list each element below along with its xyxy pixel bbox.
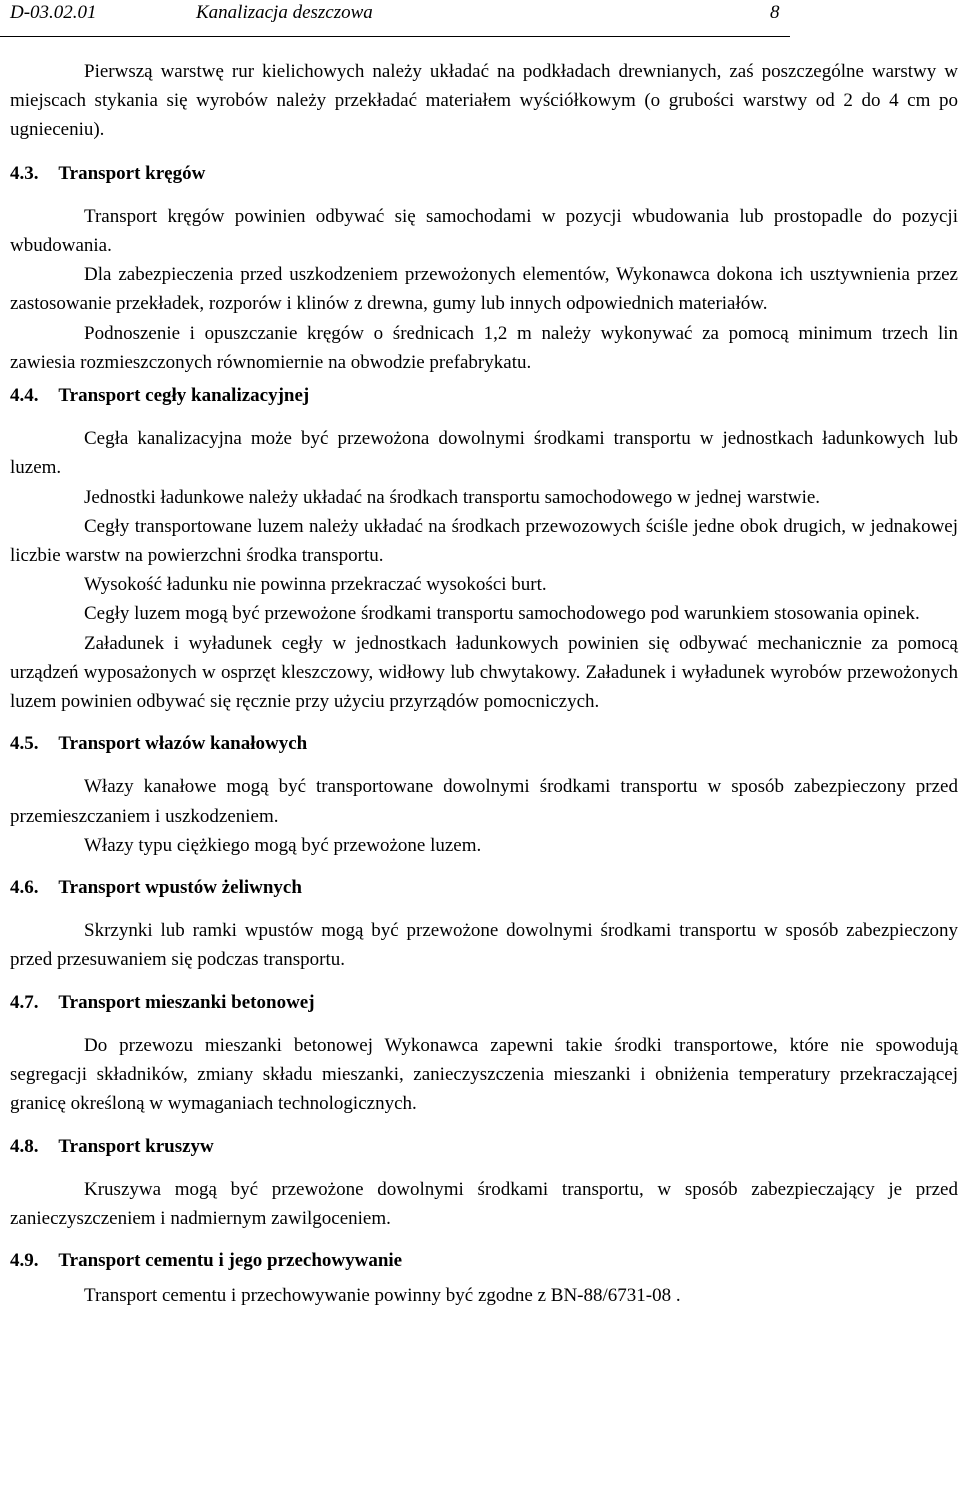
paragraph: Kruszywa mogą być przewożone dowolnymi środkami transportu, w sposób zabezpieczający je przed zanieczyszczeniem i nadmiernym zawilgoceniem. xyxy=(10,1178,958,1229)
document-body xyxy=(10,57,958,1311)
paragraph: Transport kręgów powinien odbywać się samochodami w pozycji wbudowania lub prostopadle do pozycji wbudowania. xyxy=(10,205,958,257)
paragraph: Włazy kanałowe mogą być transportowane dowolnymi środkami transportu w sposób zabezpieczony przed przemieszczaniem i uszkodzeniem. xyxy=(10,776,958,827)
section-number: 4.3. xyxy=(10,162,39,184)
section-title: Transport mieszanki betonowej xyxy=(58,991,315,1013)
paragraph: Załadunek i wyładunek cegły w jednostkach ładunkowych powinien się odbywać mechanicznie za pomocą urządzeń wyposażonych w osprzęt kleszczowy, widłowy lub chwytakowy. Załadunek i wyładunek wyrobów przewożonych luzem powinien odbywać się ręcznie przy użyciu przyrządów pomocniczych. xyxy=(10,632,958,713)
section-heading-4-3 xyxy=(10,159,958,188)
paragraph: Cegła kanalizacyjna może być przewożona dowolnymi środkami transportu w jednostkach ładunkowych lub luzem. xyxy=(10,428,958,479)
document-code: D-03.02.01 xyxy=(10,2,97,23)
section-heading-4-9 xyxy=(10,1246,958,1275)
section-title: Transport cementu i jego przechowywanie xyxy=(58,1250,403,1272)
section-title: Transport kręgów xyxy=(58,162,206,184)
page-number: 8 xyxy=(770,2,780,23)
paragraph: Skrzynki lub ramki wpustów mogą być przewożone dowolnymi środkami transportu w sposób zabezpieczony przed przesuwaniem się podczas transportu. xyxy=(10,920,958,971)
section-number: 4.6. xyxy=(10,877,39,899)
paragraph: Jednostki ładunkowe należy układać na środkach transportu samochodowego w jednej warstwie. xyxy=(84,486,821,508)
page-header xyxy=(0,0,790,37)
paragraph: Dla zabezpieczenia przed uszkodzeniem przewożonych elementów, Wykonawca dokona ich usztywnienia przez zastosowanie przekładek, rozporów i klinów z drewna, gumy lub innych odpowiednich materiałów. xyxy=(10,264,958,315)
paragraph: Podnoszenie i opuszczanie kręgów o średnicach 1,2 m należy wykonywać za pomocą minimum trzech lin zawiesia rozmieszczonych równomiernie na obwodzie prefabrykatu. xyxy=(10,322,958,373)
document-title: Kanalizacja deszczowa xyxy=(196,2,373,23)
paragraph: Włazy typu ciężkiego mogą być przewożone luzem. xyxy=(84,834,482,856)
section-heading-4-4 xyxy=(10,381,958,410)
intro-paragraph: Pierwszą warstwę rur kielichowych należy układać na podkładach drewnianych, zaś poszczególne warstwy w miejscach stykania się wyrobów należy przekładać materiałem wyściółkowym (o grubości warstwy od 2 do 4 cm po ugnieceniu). xyxy=(10,61,958,141)
section-number: 4.9. xyxy=(10,1250,39,1272)
section-heading-4-8 xyxy=(10,1132,958,1161)
section-number: 4.7. xyxy=(10,991,39,1013)
section-heading-4-6 xyxy=(10,873,958,902)
section-heading-4-7 xyxy=(10,988,958,1017)
section-title: Transport cegły kanalizacyjnej xyxy=(58,385,310,407)
section-title: Transport włazów kanałowych xyxy=(58,733,308,755)
section-heading-4-5 xyxy=(10,729,958,758)
section-number: 4.4. xyxy=(10,385,39,407)
paragraph: Cegły transportowane luzem należy układać na środkach przewozowych ściśle jedne obok drugich, w jednakowej liczbie warstw na powierzchni środka transportu. xyxy=(10,515,958,567)
paragraph: Do przewozu mieszanki betonowej Wykonawca zapewni takie środki transportowe, które nie spowodują segregacji składników, zmiany składu mieszanki, zanieczyszczenia mieszanki i obniżenia temperatury przekraczającej granicę określoną w wymaganiach technologicznych. xyxy=(10,1034,958,1115)
section-number: 4.8. xyxy=(10,1135,39,1157)
paragraph: Transport cementu i przechowywanie powinny być zgodne z BN-88/6731-08 . xyxy=(84,1285,681,1307)
paragraph: Cegły luzem mogą być przewożone środkami transportu samochodowego pod warunkiem stosowania opinek. xyxy=(84,603,920,625)
section-title: Transport wpustów żeliwnych xyxy=(58,877,302,899)
paragraph: Wysokość ładunku nie powinna przekraczać wysokości burt. xyxy=(84,574,547,596)
section-title: Transport kruszyw xyxy=(58,1135,214,1157)
section-number: 4.5. xyxy=(10,733,39,755)
